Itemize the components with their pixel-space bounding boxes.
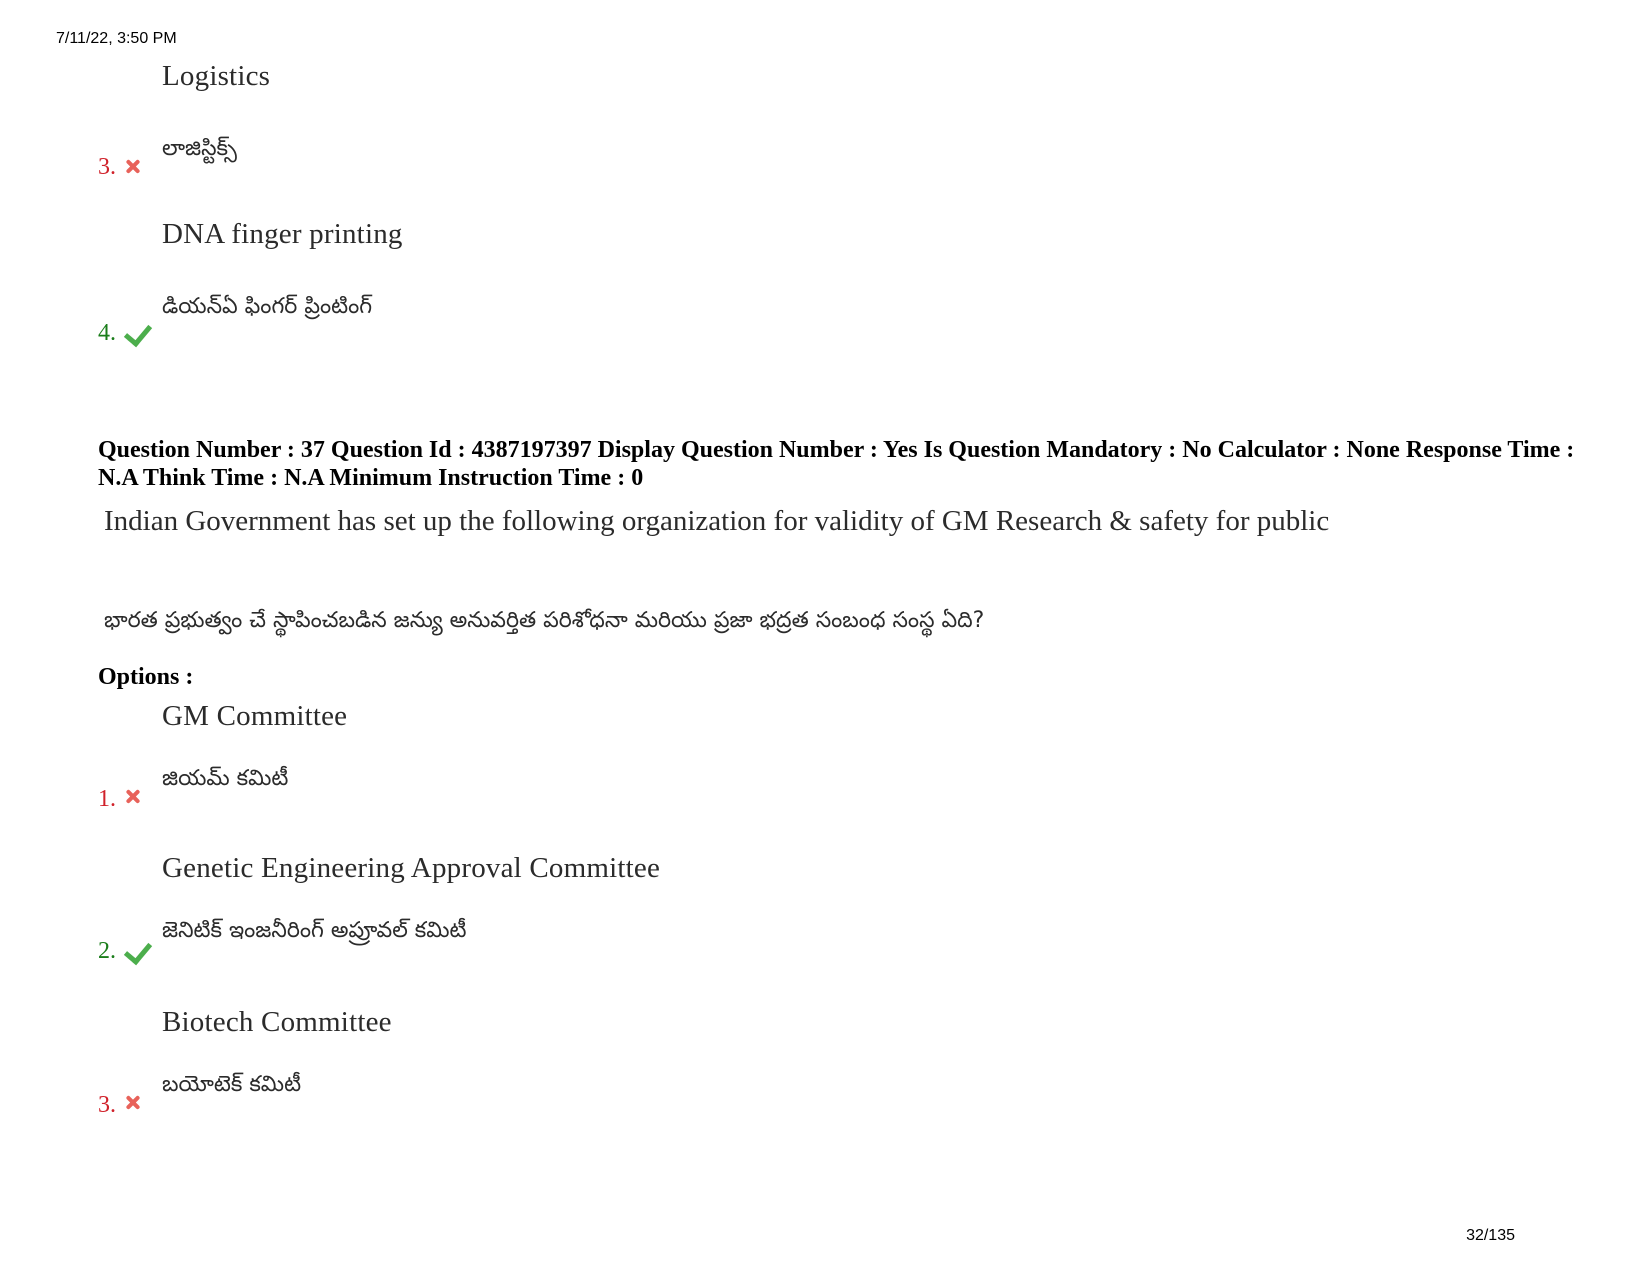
print-timestamp: 7/11/22, 3:50 PM (56, 30, 177, 47)
option-3-telugu: బయోటెక్ కమిటీ (162, 1072, 302, 1097)
question-text-telugu: భారత ప్రభుత్వం చే స్థాపించబడిన జన్యు అనువర్తిత పరిశోధనా మరియు ప్రజా భద్రత సంబంధ సంస్థ ఏది? (104, 608, 985, 633)
option-2-number: 2. (98, 938, 116, 964)
option-3-english: Biotech Committee (162, 1006, 392, 1038)
options-label: Options : (98, 664, 194, 690)
page-number: 32/135 (1466, 1227, 1515, 1244)
prev-option-3-telugu: లాజిస్టిక్స్ (162, 136, 237, 161)
correct-check-icon (124, 936, 152, 965)
prev-option-3-number: 3. (98, 154, 116, 180)
prev-option-4-telugu: డియన్ఏ ఫింగర్ ప్రింటింగ్ (162, 294, 373, 319)
option-1-english: GM Committee (162, 700, 348, 732)
option-1-number: 1. (98, 786, 116, 812)
question-metadata: Question Number : 37 Question Id : 4387197397 Display Question Number : Yes Is Question Mandatory : No Calculator : None Response Time : N.A Think Time : N.A Minimum Instruction Time : 0 (98, 437, 1575, 491)
prev-option-4-english: DNA finger printing (162, 218, 403, 250)
option-3-number: 3. (98, 1092, 116, 1118)
wrong-cross-icon (124, 1094, 141, 1111)
prev-option-4-number: 4. (98, 320, 116, 346)
option-2-telugu: జెనిటిక్ ఇంజనీరింగ్ అప్రూవల్ కమిటీ (162, 918, 467, 943)
wrong-cross-icon (124, 788, 141, 805)
option-2-english: Genetic Engineering Approval Committee (162, 852, 661, 884)
prev-option-3-english: Logistics (162, 60, 271, 92)
correct-check-icon (124, 318, 152, 347)
question-text-english: Indian Government has set up the following organization for validity of GM Research & safety for public (104, 505, 1330, 537)
wrong-cross-icon (124, 158, 141, 175)
option-1-telugu: జియమ్ కమిటీ (162, 766, 289, 791)
